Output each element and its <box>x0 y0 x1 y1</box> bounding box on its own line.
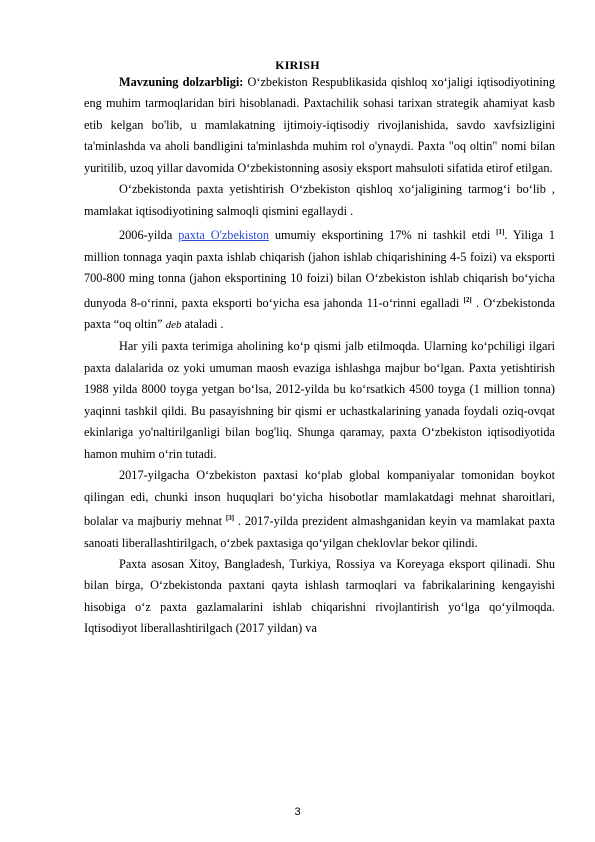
relevance-lead: Mavzuning dolzarbligi: <box>119 75 244 89</box>
reference-1[interactable]: [1] <box>496 228 505 237</box>
paragraph-exports: 2006-yilda paxta O'zbekiston umumiy eksportining 17% ni tashkil etdi [1]. Yiliga 1 million tonnaga yaqin paxta ishlab chiqarish (jahon ishlab chiqarishining 4-5 foizi) va eksporti 700-800 ming tonna (jahon eksportining 10 foizi) bilan O‘zbekiston ishlab chiqarish bo‘yicha dunyoda 8-o‘rinni, paxta eksporti bo‘yicha esa jahonda 11-o‘rinni egalladi [2] . O‘zbekistonda paxta “oq oltin” deb ataladi . <box>84 228 555 331</box>
paragraph-harvest <box>84 336 555 465</box>
page-heading: KIRISH <box>275 58 320 72</box>
body-text <box>84 72 555 640</box>
relevance-text: O‘zbekiston Respublikasida qishloq xo‘jaligi iqtisodiyotining eng muhim tarmoqlaridan biri hisoblanadi. Paxtachilik sohasi tarixan strategik ahamiyat kasb etib kelgan bo'lib, u mamlakatning ijtimoiy-iqtisodiy rivojlanishida, savdo xavfsizligini ta'minlashda va aholi bandligini ta'minlashda muhim rol o'ynaydi. Paxta "oq oltin" nomi bilan yuritilib, uzoq yillar davomida O‘zbekistonning asosiy eksport mahsuloti sifatida etirof etilgan. <box>84 75 555 175</box>
page-number: 3 <box>294 806 301 818</box>
export-markets-text: Paxta asosan Xitoy, Bangladesh, Turkiya, Rossiya va Koreyaga eksport qilinadi. Shu bilan birga, O‘zbekistonda paxtani qayta ishlash tarmoqlari va fabrikalarining kengayishi hisobiga o‘z paxta gazlamalarini ishlab chiqarishni rivojlantirish yo‘lga qo‘yilmoqda. Iqtisodiyot liberallashtirilgach (2017 yildan) va <box>84 556 555 636</box>
cotton-uzbekistan-link[interactable]: paxta O'zbekiston <box>178 228 269 243</box>
reference-2[interactable]: [2] <box>463 295 472 304</box>
paragraph-boycott: 2017-yilgacha O‘zbekiston paxtasi ko‘plab global kompaniyalar tomonidan boykot qilingan edi, chunki inson huquqlari bo‘yicha hisobotlar mamlakatdagi mehnat sharoitlari, bolalar va majburiy mehnat [3] . 2017-yilda prezident almashganidan keyin va mamlakat paxta sanoati liberallashtirilgach, o‘zbek paxtasiga qo‘yilgan cheklovlar bekor qilindi. <box>84 468 555 550</box>
harvest-text: Har yili paxta terimiga aholining ko‘p qismi jalb etilmoqda. Ularning ko‘pchiligi ilgari paxta dalalarida oz yoki umuman maosh evaziga ishlashga majbur bo‘lgan. Paxta yetishtirish 1988 yilda 8000 toyga yetgan bo‘lsa, 2012-yilda bu ko‘rsatkich 4500 toyga (1 million tonna) yaqinni tashkil qildi. Bu pasayishning bir qismi er uchastkalarining yanada foydali oziq-ovqat ekinlariga yo'naltirilganligi bilan bog'liq. Shunga qaramay, paxta O‘zbekiston iqtisodiyotida hamon muhim o‘rin tutadi. <box>84 339 555 461</box>
italic-word: deb <box>165 318 182 331</box>
reference-3[interactable]: [3] <box>225 514 235 523</box>
cotton-growing-text: O‘zbekistonda paxta yetishtirish O‘zbekiston qishloq xo‘jaligining tarmog‘i bo‘lib , mamlakat iqtisodiyotining salmoqli qismini egallaydi . <box>84 182 555 218</box>
paragraph-relevance <box>84 72 555 179</box>
paragraph-cotton-growing <box>84 179 555 222</box>
paragraph-export-markets <box>84 554 555 640</box>
